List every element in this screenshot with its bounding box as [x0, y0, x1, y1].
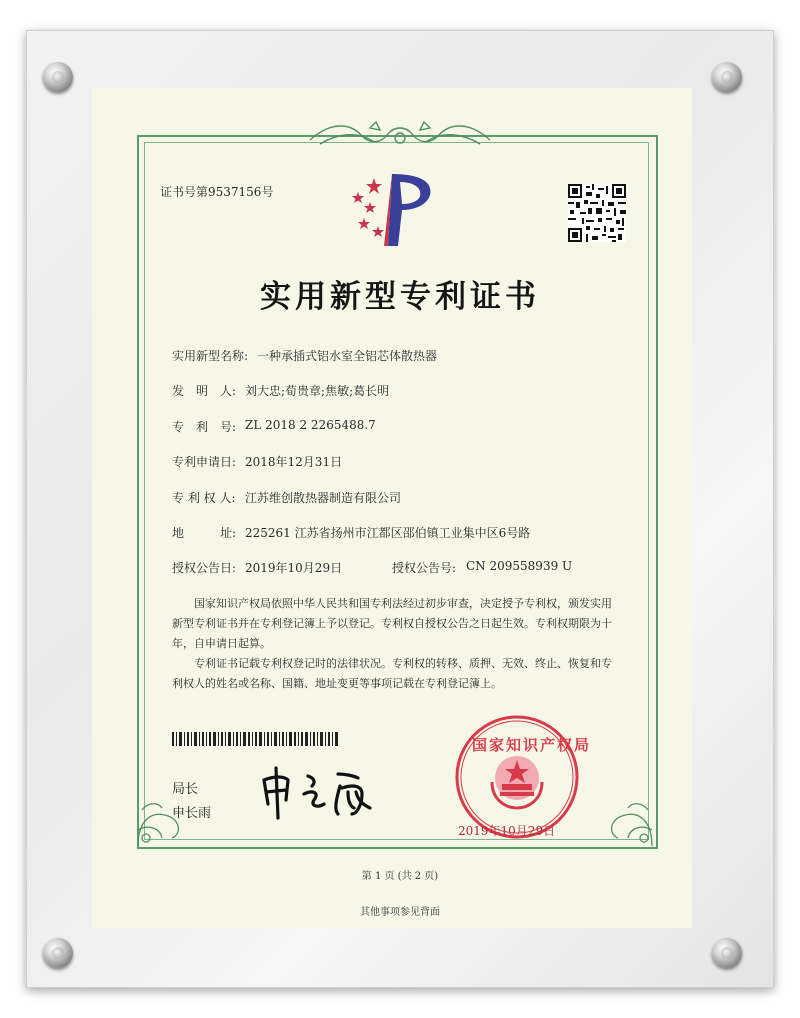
field-label-patentee: 专 利 权 人: [172, 491, 236, 505]
certificate-title: 实用新型专利证书 [260, 279, 540, 315]
signature-role: 局长 [172, 782, 199, 797]
field-label-inventors: 发 明 人: [172, 384, 237, 398]
legal-status-paragraph: 专利证书记载专利权登记时的法律状况。专利权的转移、质押、无效、终止、恢复和专利权人的姓名或名称、国籍、地址变更等事项记载在专利登记簿上。 [172, 657, 612, 690]
field-label-announce-date: 授权公告日: [172, 561, 237, 575]
top-left-bolt-icon [43, 62, 73, 92]
field-label-patent-number: 专 利 号: [172, 420, 237, 434]
grant-statement-paragraph: 国家知识产权局依照中华人民共和国专利法经过初步审查，决定授予专利权，颁发实用新型专利证书并在专利登记簿上予以登记。专利权自授权公告之日起生效。专利权期限为十年，自申请日起算。 [172, 597, 612, 650]
field-value-patent-number: ZL 2018 2 2265488.7 [245, 418, 376, 432]
field-value-announce-date: 2019年10月29日 [245, 561, 343, 575]
signature-name: 申长雨 [172, 806, 212, 821]
field-value-patentee: 江苏维创散热器制造有限公司 [245, 491, 402, 505]
bottom-right-bolt-icon [712, 938, 742, 968]
page-indicator: 第 1 页 (共 2 页) [361, 871, 439, 882]
field-value-filing-date: 2018年12月31日 [245, 455, 343, 469]
back-note: 其他事项参见背面 [360, 907, 440, 918]
field-value-address: 225261 江苏省扬州市江都区邵伯镇工业集中区6号路 [245, 526, 531, 540]
barcode-icon [172, 732, 340, 746]
field-label-address: 地 址: [172, 526, 237, 540]
field-label-name: 实用新型名称: [172, 349, 249, 363]
patent-office-logo-icon [344, 170, 438, 250]
field-value-inventors: 刘大忠;荀贵章;焦敏;葛长明 [245, 384, 390, 398]
field-label-announce-number: 授权公告号: [392, 561, 457, 575]
bottom-right-ornament-icon [598, 780, 658, 850]
field-value-name: 一种承插式铝水室全铝芯体散热器 [257, 349, 438, 363]
field-value-announce-number: CN 209558939 U [466, 559, 573, 573]
certificate-number: 证书号第9537156号 [160, 185, 274, 199]
seal-date: 2019年10月29日 [458, 824, 556, 838]
handwritten-signature [258, 764, 398, 820]
qr-code-icon [568, 184, 626, 242]
bottom-left-bolt-icon [43, 938, 73, 968]
top-ornament-icon [300, 118, 500, 152]
seal-text: 国家知识产权局 [472, 736, 592, 754]
top-right-bolt-icon [712, 62, 742, 92]
field-label-filing-date: 专利申请日: [172, 455, 237, 469]
